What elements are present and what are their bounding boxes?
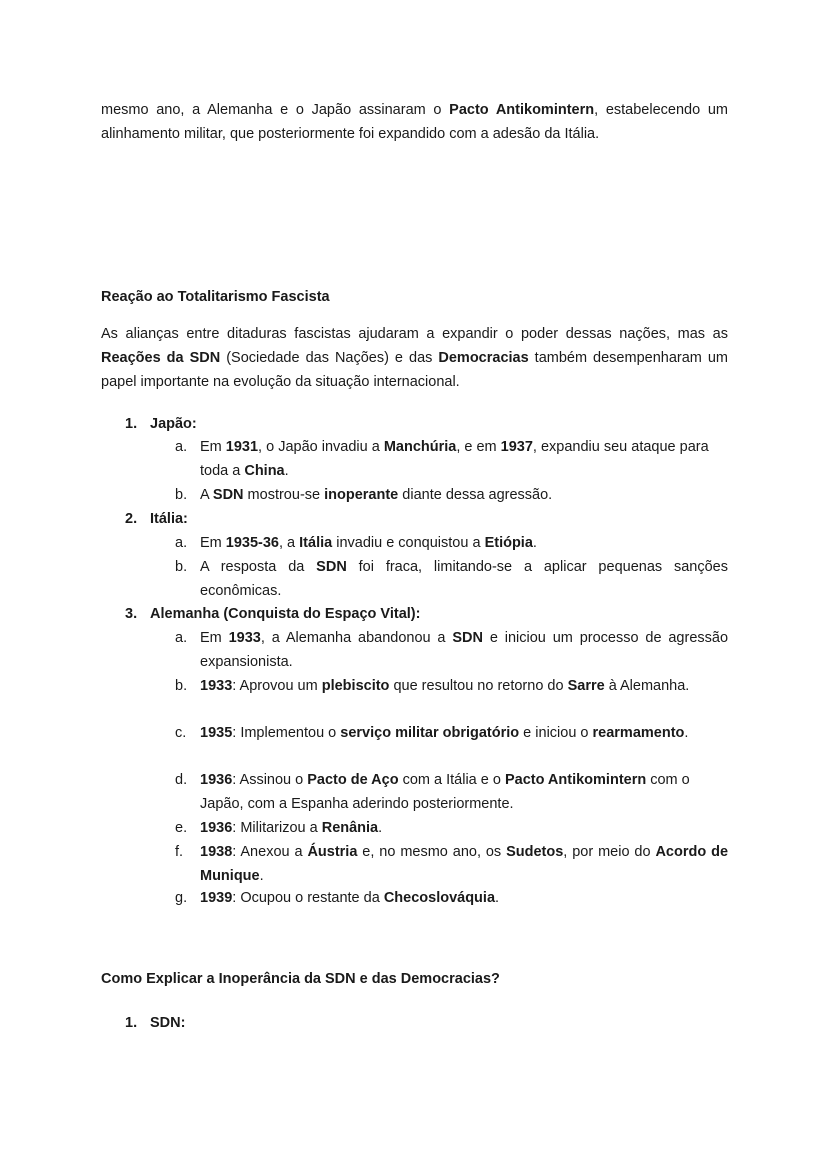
sub-item-japao-b: b. A SDN mostrou-se inoperante diante dessa agressão. [175,487,553,503]
list-item-japao: 1. Japão: [125,416,197,432]
sub-item-italia-b: b. A resposta da SDN foi fraca, limitando-se a aplicar pequenas sanções econômicas. [175,559,728,599]
section-heading-inoperancia: Como Explicar a Inoperância da SDN e das Democracias? [101,971,500,987]
sub-item-alemanha-g: g. 1939: Ocupou o restante da Checoslováquia. [175,890,500,906]
list-item-sdn: 1. SDN: [125,1015,186,1031]
section-heading-reacao: Reação ao Totalitarismo Fascista [101,289,330,305]
sub-item-italia-a: a. Em 1935-36, a Itália invadiu e conquistou a Etiópia. [175,535,537,551]
list-item-italia: 2. Itália: [125,511,188,527]
section-paragraph: As alianças entre ditaduras fascistas ajudaram a expandir o poder dessas nações, mas as Reações da SDN (Sociedade das Nações) e das Democracias também desempenharam um papel importante na evolução da situação internacional. [101,326,729,390]
sub-item-alemanha-a: a. Em 1933, a Alemanha abandonou a SDN e iniciou um processo de agressão expansionista. [175,630,729,670]
sub-item-alemanha-d: d. 1936: Assinou o Pacto de Aço com a Itália e o Pacto Antikomintern com o Japão, com a Espanha aderindo posteriormente. [175,772,690,812]
sub-item-alemanha-f: f. 1938: Anexou a Áustria e, no mesmo ano, os Sudetos, por meio do Acordo de Munique. [175,844,729,884]
intro-paragraph: mesmo ano, a Alemanha e o Japão assinaram o Pacto Antikomintern, estabelecendo um alinhamento militar, que posteriormente foi expandido com a adesão da Itália. [101,102,729,142]
sub-item-alemanha-c: c. 1935: Implementou o serviço militar obrigatório e iniciou o rearmamento. [175,725,689,741]
sub-item-alemanha-b: b. 1933: Aprovou um plebiscito que resultou no retorno do Sarre à Alemanha. [175,678,690,694]
list-item-alemanha: 3. Alemanha (Conquista do Espaço Vital): [125,606,421,622]
sub-item-japao-a: a. Em 1931, o Japão invadiu a Manchúria, e em 1937, expandiu seu ataque para toda a China. [175,439,709,479]
sub-item-alemanha-e: e. 1936: Militarizou a Renânia. [175,820,383,836]
